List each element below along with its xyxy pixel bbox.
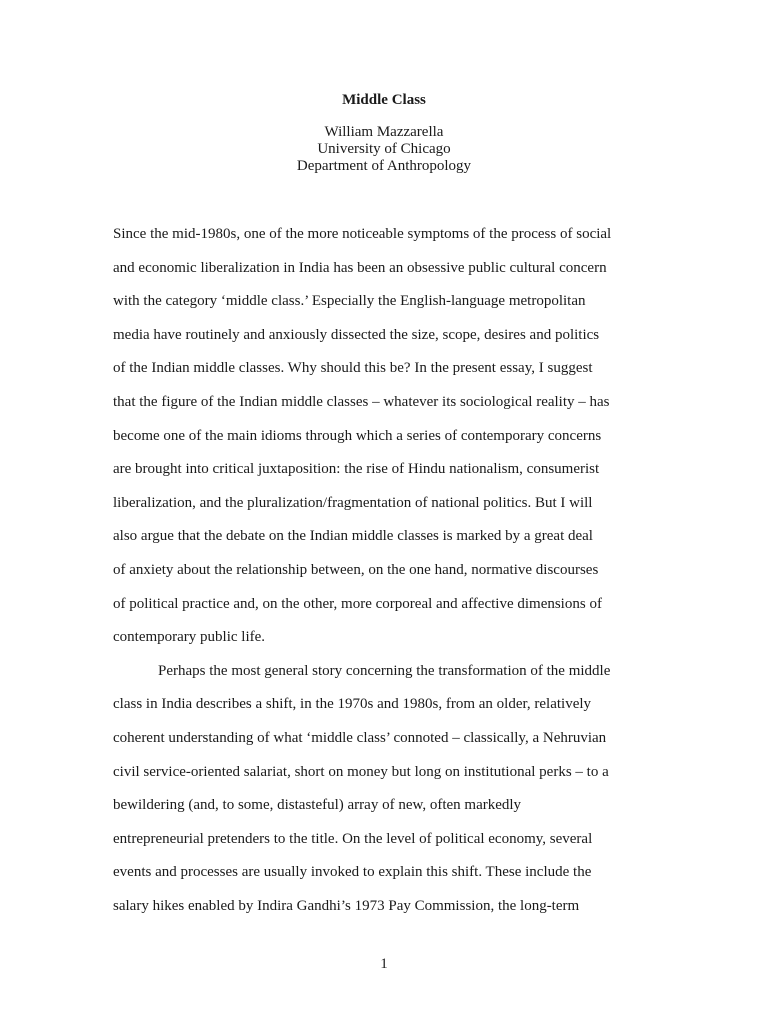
paragraph-1-line: Since the mid-1980s, one of the more noticeable symptoms of the process of social (113, 226, 612, 242)
author-name: William Mazzarella (324, 124, 444, 140)
body-text (113, 223, 658, 928)
paragraph-2-line: coherent understanding of what ‘middle class’ connoted – classically, a Nehruvian (113, 729, 607, 746)
paragraph-1-line: with the category ‘middle class.’ Especially the English-language metropolitan (113, 293, 586, 310)
paragraph-1-line: that the figure of the Indian middle classes – whatever its sociological reality – has (113, 393, 610, 410)
paragraph-2-line: civil service-oriented salariat, short on money but long on institutional perks – to a (113, 763, 609, 780)
document-title: Middle Class (342, 92, 426, 108)
paragraph-2-line: Perhaps the most general story concerning the transformation of the middle (158, 662, 611, 679)
paragraph-1-line: are brought into critical juxtaposition: the rise of Hindu nationalism, consumerist (113, 461, 600, 478)
paragraph-1-line: liberalization, and the pluralization/fragmentation of national politics. But I will (113, 494, 593, 511)
author-institution: University of Chicago (317, 141, 451, 157)
paragraph-1-line: of political practice and, on the other, more corporeal and affective dimensions of (113, 595, 602, 612)
paragraph-1-line: of anxiety about the relationship between, on the one hand, normative discourses (113, 561, 599, 578)
paragraph-2-line: entrepreneurial pretenders to the title. On the level of political economy, several (113, 830, 593, 847)
author-block (0, 124, 768, 175)
page-number: 1 (380, 956, 388, 972)
paragraph-1-line: contemporary public life. (113, 629, 266, 646)
paragraph-1-line: become one of the main idioms through which a series of contemporary concerns (113, 427, 602, 444)
paragraph-1-line: media have routinely and anxiously dissected the size, scope, desires and politics (113, 326, 600, 343)
paragraph-1-line: and economic liberalization in India has been an obsessive public cultural concern (113, 259, 607, 276)
paragraph-2-line: bewildering (and, to some, distasteful) array of new, often markedly (113, 797, 522, 814)
paragraph-2-line: salary hikes enabled by Indira Gandhi’s 1973 Pay Commission, the long-term (113, 897, 580, 914)
paragraph-2-line: class in India describes a shift, in the 1970s and 1980s, from an older, relatively (113, 696, 592, 713)
paragraph-1-line: also argue that the debate on the Indian middle classes is marked by a great deal (113, 528, 593, 545)
author-department: Department of Anthropology (296, 158, 472, 174)
paragraph-1-line: of the Indian middle classes. Why should this be? In the present essay, I suggest (113, 360, 593, 377)
paragraph-2-line: events and processes are usually invoked to explain this shift. These include the (113, 864, 592, 881)
